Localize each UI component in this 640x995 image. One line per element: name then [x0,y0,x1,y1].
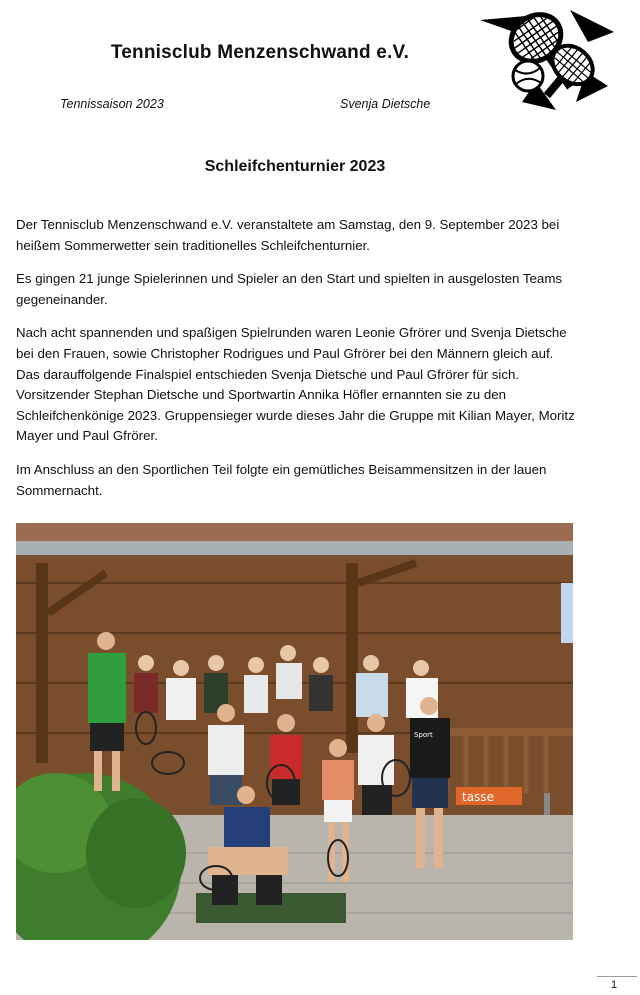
tennis-racket-ball-logo-icon [478,2,618,114]
author-label: Svenja Dietsche [340,97,431,111]
article-title: Schleifchenturnier 2023 [204,158,386,175]
group-photo [16,523,573,940]
paragraph: Nach acht spannenden und spaßigen Spielrunden waren Leonie Gfrörer und Svenja Dietsche bei den Frauen, sowie Christopher Rodrigues und Paul Gfrörer bei den Männern gleich auf. Das darauffolgende Finalspiel entschieden Svenja Dietsche und Paul Gfrörer für sich. Vorsitzender Stephan Dietsche und Sportwartin Annika Höfler ernannten sie zu den Schleifchenkönige 2023. Gruppensieger wurde dieses Jahr die Gruppe mit Kilian Mayer, Moritz Mayer und Paul Gfrörer. [16,325,575,444]
group-photo-illustration [16,523,573,940]
paragraph: Im Anschluss an den Sportlichen Teil folgte ein gemütliches Beisammensitzen in der lauen Sommernacht. [16,461,547,498]
page-number-rule [597,976,637,977]
article-body [16,215,576,514]
sign-text: tasse [462,790,494,804]
paragraph: Der Tennisclub Menzenschwand e.V. veranstaltete am Samstag, den 9. September 2023 bei heißem Sommerwetter sein traditionelles Schleifchenturnier. [16,217,560,253]
club-title: Tennisclub Menzenschwand e.V. [110,42,410,63]
paragraph: Es gingen 21 junge Spielerinnen und Spieler an den Start und spielten in ausgelosten Teams gegeneinander. [16,271,563,307]
shirt-text: Sport [414,731,433,739]
season-label: Tennissaison 2023 [60,97,164,111]
page-number: 1 [611,979,618,991]
